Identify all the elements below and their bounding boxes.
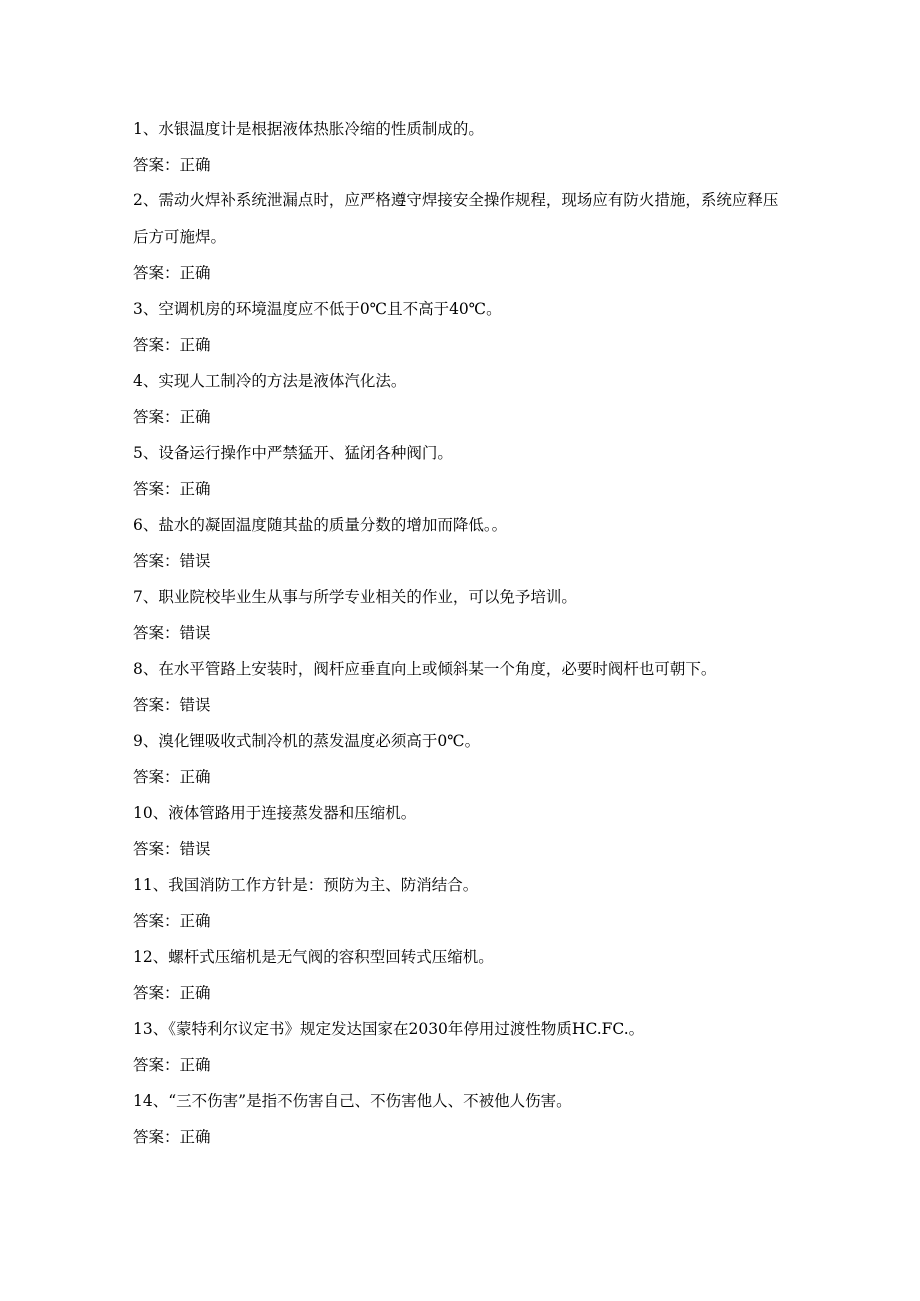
question-text: 14、“三不伤害”是指不伤害自己、不伤害他人、不被他人伤害。 <box>133 1092 572 1110</box>
question-text: 11、我国消防工作方针是：预防为主、防消结合。 <box>133 876 479 894</box>
question-text: 1、水银温度计是根据液体热胀冷缩的性质制成的。 <box>133 120 484 138</box>
question-text: 6、盐水的凝固温度随其盐的质量分数的增加而降低。。 <box>133 516 508 534</box>
answer-text: 答案：错误 <box>133 624 211 642</box>
list-item <box>133 118 783 176</box>
list-item <box>133 370 783 428</box>
question-text: 8、在水平管路上安装时，阀杆应垂直向上或倾斜某一个角度，必要时阀杆也可朝下。 <box>133 660 717 678</box>
question-text: 10、液体管路用于连接蒸发器和压缩机。 <box>133 804 417 822</box>
question-text: 7、职业院校毕业生从事与所学专业相关的作业，可以免予培训。 <box>133 588 577 606</box>
question-text: 5、设备运行操作中严禁猛开、猛闭各种阀门。 <box>133 444 453 462</box>
list-item <box>133 1018 783 1076</box>
answer-text: 答案：正确 <box>133 1128 211 1146</box>
question-list <box>133 118 783 1162</box>
list-item <box>133 1090 783 1148</box>
answer-text: 答案：正确 <box>133 336 211 354</box>
question-text: 9、溴化锂吸收式制冷机的蒸发温度必须高于0℃。 <box>133 732 481 750</box>
question-text: 13、《蒙特利尔议定书》规定发达国家在2030年停用过渡性物质HC.FC.。 <box>133 1020 645 1038</box>
list-item <box>133 874 783 932</box>
answer-text: 答案：错误 <box>133 696 211 714</box>
question-text: 12、螺杆式压缩机是无气阀的容积型回转式压缩机。 <box>133 948 494 966</box>
answer-text: 答案：错误 <box>133 552 211 570</box>
question-text: 4、实现人工制冷的方法是液体汽化法。 <box>133 372 407 390</box>
list-item <box>133 658 783 716</box>
list-item <box>133 182 783 284</box>
list-item <box>133 730 783 788</box>
answer-text: 答案：正确 <box>133 408 211 426</box>
list-item <box>133 946 783 1004</box>
answer-text: 答案：错误 <box>133 840 211 858</box>
answer-text: 答案：正确 <box>133 264 211 282</box>
answer-text: 答案：正确 <box>133 480 211 498</box>
answer-text: 答案：正确 <box>133 984 211 1002</box>
question-text: 3、空调机房的环境温度应不低于0℃且不高于40℃。 <box>133 300 502 318</box>
answer-text: 答案：正确 <box>133 912 211 930</box>
list-item <box>133 298 783 356</box>
list-item <box>133 802 783 860</box>
question-text: 2、需动火焊补系统泄漏点时，应严格遵守焊接安全操作规程，现场应有防火措施，系统应释压后方可施焊。 <box>133 191 779 246</box>
list-item <box>133 442 783 500</box>
list-item <box>133 514 783 572</box>
answer-text: 答案：正确 <box>133 768 211 786</box>
answer-text: 答案：正确 <box>133 1056 211 1074</box>
answer-text: 答案：正确 <box>133 156 211 174</box>
list-item <box>133 586 783 644</box>
